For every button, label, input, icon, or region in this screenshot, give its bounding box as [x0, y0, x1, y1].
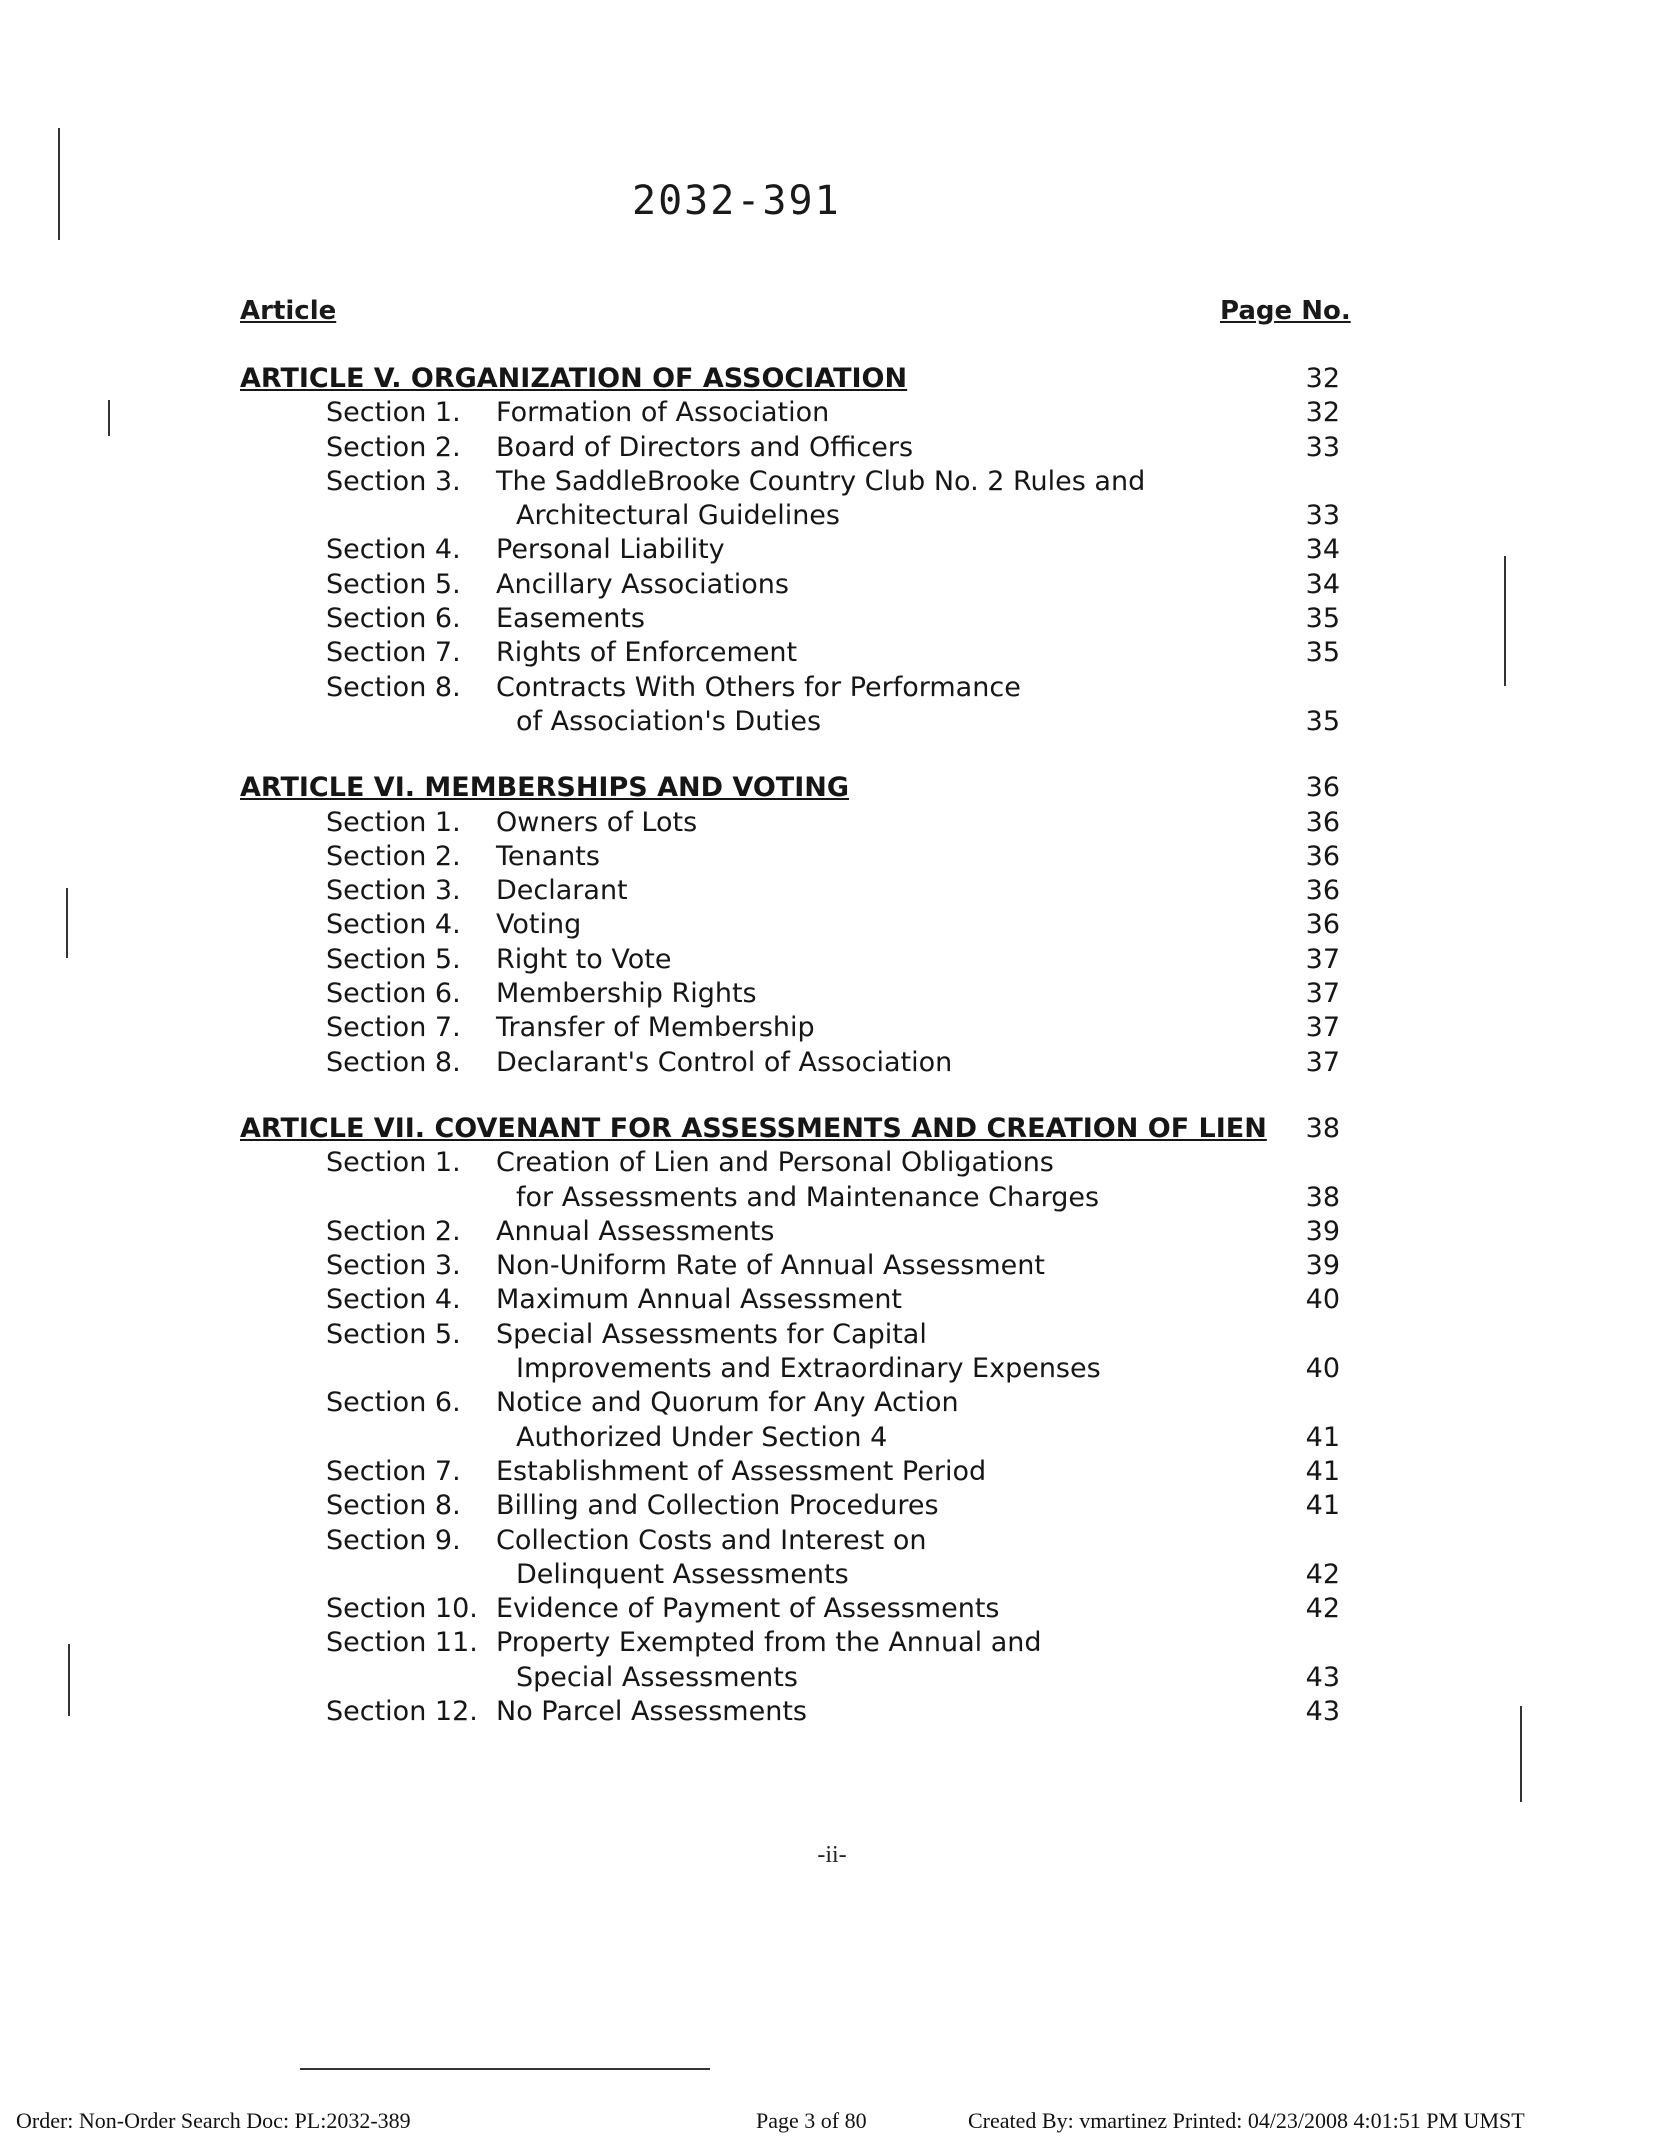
toc-article [240, 1112, 1360, 1729]
section-row [240, 943, 1360, 977]
section-page-number: 36 [1305, 840, 1340, 872]
section-label: Section 10. [326, 1593, 478, 1625]
section-title-continued: Special Assessments [516, 1661, 798, 1693]
section-label: Section 8. [326, 1046, 461, 1078]
section-page-number: 34 [1305, 568, 1340, 600]
scan-mark [1504, 556, 1506, 686]
section-page-number: 42 [1305, 1593, 1340, 1625]
section-row [240, 1181, 1360, 1215]
section-page-number: 40 [1305, 1284, 1340, 1316]
section-row [240, 431, 1360, 465]
scan-mark [58, 128, 60, 240]
section-title: Contracts With Others for Performance [496, 671, 1021, 703]
section-row [240, 671, 1360, 705]
section-page-number: 37 [1305, 943, 1340, 975]
section-label: Section 7. [326, 1455, 461, 1487]
section-row [240, 1249, 1360, 1283]
section-row [240, 1046, 1360, 1080]
section-row [240, 1011, 1360, 1045]
section-title: Notice and Quorum for Any Action [496, 1387, 959, 1419]
section-row [240, 1386, 1360, 1420]
section-label: Section 6. [326, 978, 461, 1010]
section-title: Annual Assessments [496, 1215, 775, 1247]
section-label: Section 3. [326, 465, 461, 497]
section-title-continued: of Association's Duties [516, 705, 822, 737]
section-page-number: 37 [1305, 978, 1340, 1010]
table-of-contents [240, 362, 1360, 1761]
section-title: Creation of Lien and Personal Obligations [496, 1147, 1054, 1179]
section-page-number: 43 [1305, 1661, 1340, 1693]
toc-article [240, 362, 1360, 739]
article-heading-row [240, 362, 1360, 396]
section-page-number: 41 [1305, 1490, 1340, 1522]
scan-mark [68, 1644, 70, 1716]
section-title: Billing and Collection Procedures [496, 1490, 939, 1522]
section-label: Section 8. [326, 1490, 461, 1522]
section-label: Section 1. [326, 806, 461, 838]
section-title: Declarant [496, 875, 628, 907]
section-page-number: 35 [1305, 637, 1340, 669]
section-title: Formation of Association [496, 397, 830, 429]
section-title-continued: Improvements and Extraordinary Expenses [516, 1353, 1101, 1385]
article-title: ARTICLE V. ORGANIZATION OF ASSOCIATION [240, 363, 908, 394]
section-page-number: 35 [1305, 603, 1340, 635]
scan-mark [1520, 1706, 1522, 1802]
section-label: Section 7. [326, 1012, 461, 1044]
section-title: Evidence of Payment of Assessments [496, 1593, 1000, 1625]
footer-page-count: Page 3 of 80 [756, 2108, 867, 2133]
section-title: Declarant's Control of Association [496, 1046, 953, 1078]
section-page-number: 33 [1305, 500, 1340, 532]
section-title: Non-Uniform Rate of Annual Assessment [496, 1250, 1045, 1282]
section-title: Property Exempted from the Annual and [496, 1627, 1042, 1659]
section-title: Rights of Enforcement [496, 637, 798, 669]
section-row [240, 1146, 1360, 1180]
section-label: Section 5. [326, 1318, 461, 1350]
scan-mark [108, 400, 110, 436]
section-page-number: 37 [1305, 1046, 1340, 1078]
section-label: Section 1. [326, 397, 461, 429]
scan-mark [66, 888, 68, 958]
article-title: ARTICLE VII. COVENANT FOR ASSESSMENTS AND CREATION OF LIEN [240, 1112, 1267, 1144]
section-row [240, 1283, 1360, 1317]
section-page-number: 36 [1305, 909, 1340, 941]
section-row [240, 874, 1360, 908]
section-title: Owners of Lots [496, 806, 698, 838]
section-title: Establishment of Assessment Period [496, 1455, 987, 1487]
article-page-number: 38 [1305, 1112, 1340, 1144]
section-title: Voting [496, 909, 582, 941]
section-page-number: 35 [1305, 705, 1340, 737]
document-stamp-number: 2032-391 [632, 178, 841, 224]
section-row [240, 1352, 1360, 1386]
page-folio: -ii- [817, 1842, 847, 1868]
section-title-continued: Authorized Under Section 4 [516, 1421, 888, 1453]
section-label: Section 6. [326, 603, 461, 635]
section-row [240, 568, 1360, 602]
section-label: Section 1. [326, 1147, 461, 1179]
section-page-number: 39 [1305, 1250, 1340, 1282]
section-row [240, 636, 1360, 670]
section-label: Section 9. [326, 1524, 461, 1556]
section-label: Section 7. [326, 637, 461, 669]
section-row [240, 1592, 1360, 1626]
section-row [240, 806, 1360, 840]
section-page-number: 36 [1305, 806, 1340, 838]
section-row [240, 396, 1360, 430]
article-title: ARTICLE VI. MEMBERSHIPS AND VOTING [240, 772, 850, 804]
section-row [240, 908, 1360, 942]
page-number-column-header: Page No. [1220, 296, 1351, 326]
section-label: Section 6. [326, 1387, 461, 1419]
article-heading-row [240, 1112, 1360, 1146]
section-label: Section 5. [326, 568, 461, 600]
section-page-number: 38 [1305, 1181, 1340, 1213]
article-column-header: Article [240, 296, 337, 326]
section-title: Transfer of Membership [496, 1012, 815, 1044]
section-title: Ancillary Associations [496, 568, 789, 600]
section-row [240, 602, 1360, 636]
article-heading-row [240, 771, 1360, 805]
section-row [240, 533, 1360, 567]
section-row [240, 1215, 1360, 1249]
section-title: Collection Costs and Interest on [496, 1524, 927, 1556]
section-page-number: 41 [1305, 1421, 1340, 1453]
section-title: The SaddleBrooke Country Club No. 2 Rules and [496, 465, 1146, 497]
section-page-number: 42 [1305, 1558, 1340, 1590]
section-page-number: 34 [1305, 534, 1340, 566]
section-title-continued: Delinquent Assessments [516, 1558, 849, 1590]
section-page-number: 39 [1305, 1215, 1340, 1247]
scan-mark [300, 2068, 710, 2070]
section-page-number: 40 [1305, 1353, 1340, 1385]
section-row [240, 1626, 1360, 1660]
section-row [240, 1318, 1360, 1352]
section-label: Section 5. [326, 943, 461, 975]
section-title: Easements [496, 603, 645, 635]
toc-article [240, 771, 1360, 1080]
section-row [240, 1455, 1360, 1489]
section-title-continued: Architectural Guidelines [516, 500, 840, 532]
section-row [240, 1421, 1360, 1455]
section-page-number: 32 [1305, 397, 1340, 429]
section-title: Board of Directors and Officers [496, 431, 914, 463]
section-row [240, 1558, 1360, 1592]
section-label: Section 3. [326, 1250, 461, 1282]
section-label: Section 2. [326, 431, 461, 463]
section-label: Section 3. [326, 875, 461, 907]
section-label: Section 2. [326, 1215, 461, 1247]
article-page-number: 32 [1305, 363, 1340, 394]
section-title: Special Assessments for Capital [496, 1318, 927, 1350]
footer-order-info: Order: Non-Order Search Doc: PL:2032-389 [16, 2108, 411, 2133]
section-row [240, 1661, 1360, 1695]
section-row [240, 840, 1360, 874]
section-title: Tenants [496, 840, 600, 872]
section-row [240, 1489, 1360, 1523]
section-page-number: 37 [1305, 1012, 1340, 1044]
section-page-number: 43 [1305, 1695, 1340, 1727]
section-label: Section 12. [326, 1695, 478, 1727]
section-label: Section 4. [326, 534, 461, 566]
section-row [240, 499, 1360, 533]
section-title: No Parcel Assessments [496, 1695, 807, 1727]
section-title: Right to Vote [496, 943, 672, 975]
section-row [240, 465, 1360, 499]
section-title: Membership Rights [496, 978, 757, 1010]
section-page-number: 41 [1305, 1455, 1340, 1487]
section-label: Section 4. [326, 909, 461, 941]
section-title-continued: for Assessments and Maintenance Charges [516, 1181, 1100, 1213]
section-row [240, 1695, 1360, 1729]
article-page-number: 36 [1305, 772, 1340, 804]
section-row [240, 1524, 1360, 1558]
section-label: Section 4. [326, 1284, 461, 1316]
section-row [240, 977, 1360, 1011]
section-label: Section 2. [326, 840, 461, 872]
section-row [240, 705, 1360, 739]
section-page-number: 36 [1305, 875, 1340, 907]
footer-created-printed: Created By: vmartinez Printed: 04/23/2008 4:01:51 PM UMST [968, 2108, 1525, 2133]
section-label: Section 8. [326, 671, 461, 703]
section-title: Maximum Annual Assessment [496, 1284, 903, 1316]
section-title: Personal Liability [496, 534, 725, 566]
section-page-number: 33 [1305, 431, 1340, 463]
section-label: Section 11. [326, 1627, 478, 1659]
